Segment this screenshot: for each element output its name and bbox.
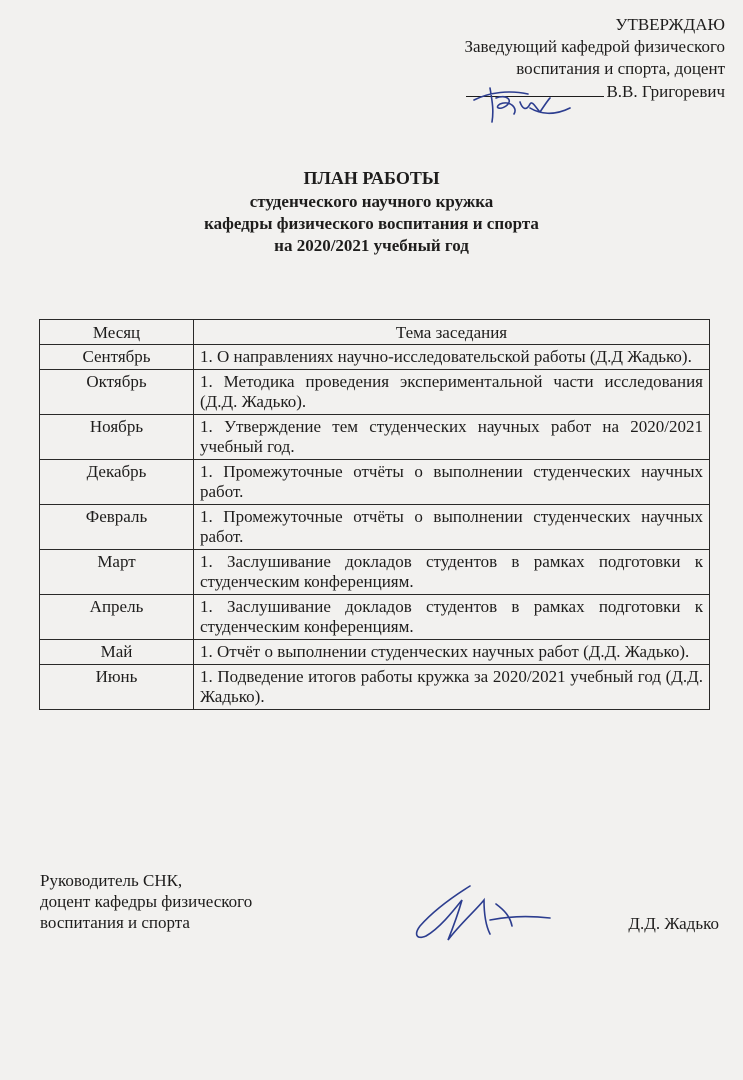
table-row — [40, 370, 710, 415]
approver-position-line2: воспитания и спорта, доцент — [516, 59, 725, 78]
topic-cell: 1. Промежуточные отчёты о выполнении студенческих научных работ. — [194, 505, 710, 550]
month-cell: Апрель — [40, 595, 194, 640]
table-row — [40, 595, 710, 640]
table-row — [40, 550, 710, 595]
document-title — [0, 167, 743, 257]
table-row — [40, 640, 710, 665]
month-cell: Май — [40, 640, 194, 665]
month-cell: Сентябрь — [40, 345, 194, 370]
topic-cell: 1. Заслушивание докладов студентов в рамках подготовки к студенческим конференциям. — [194, 595, 710, 640]
month-cell: Декабрь — [40, 460, 194, 505]
table-header-row — [40, 320, 710, 345]
supervisor-title-line3: воспитания и спорта — [40, 913, 190, 932]
approver-position-line1: Заведующий кафедрой физического — [464, 37, 725, 56]
supervisor-title-line1: Руководитель СНК, — [40, 871, 183, 890]
column-header-topic: Тема заседания — [194, 320, 710, 345]
month-cell: Ноябрь — [40, 415, 194, 460]
table-row — [40, 460, 710, 505]
column-header-month: Месяц — [40, 320, 194, 345]
month-cell: Октябрь — [40, 370, 194, 415]
topic-cell: 1. Промежуточные отчёты о выполнении студенческих научных работ. — [194, 460, 710, 505]
supervisor-block — [40, 870, 252, 933]
topic-cell: 1. Утверждение тем студенческих научных работ на 2020/2021 учебный год. — [194, 415, 710, 460]
table-row — [40, 345, 710, 370]
supervisor-title-line2: доцент кафедры физического — [40, 892, 253, 911]
title-line3: кафедры физического воспитания и спорта — [204, 214, 539, 233]
topic-cell: 1. Отчёт о выполнении студенческих научных работ (Д.Д. Жадько). — [194, 640, 710, 665]
table-row — [40, 665, 710, 710]
approver-name: В.В. Григоревич — [606, 82, 725, 101]
title-line2: студенческого научного кружка — [249, 192, 494, 211]
title-line4: на 2020/2021 учебный год — [274, 236, 469, 255]
approver-signature — [470, 78, 580, 128]
approval-heading: УТВЕРЖДАЮ — [615, 15, 725, 34]
work-plan-table — [39, 319, 710, 710]
topic-cell: 1. Подведение итогов работы кружка за 2020/2021 учебный год (Д.Д. Жадько). — [194, 665, 710, 710]
table-row — [40, 505, 710, 550]
table-row — [40, 415, 710, 460]
month-cell: Март — [40, 550, 194, 595]
title-main: ПЛАН РАБОТЫ — [303, 168, 440, 188]
topic-cell: 1. О направлениях научно-исследовательской работы (Д.Д Жадько). — [194, 345, 710, 370]
topic-cell: 1. Методика проведения экспериментальной части исследования (Д.Д. Жадько). — [194, 370, 710, 415]
month-cell: Февраль — [40, 505, 194, 550]
supervisor-name: Д.Д. Жадько — [628, 914, 719, 933]
month-cell: Июнь — [40, 665, 194, 710]
supervisor-signature — [400, 880, 560, 952]
topic-cell: 1. Заслушивание докладов студентов в рамках подготовки к студенческим конференциям. — [194, 550, 710, 595]
